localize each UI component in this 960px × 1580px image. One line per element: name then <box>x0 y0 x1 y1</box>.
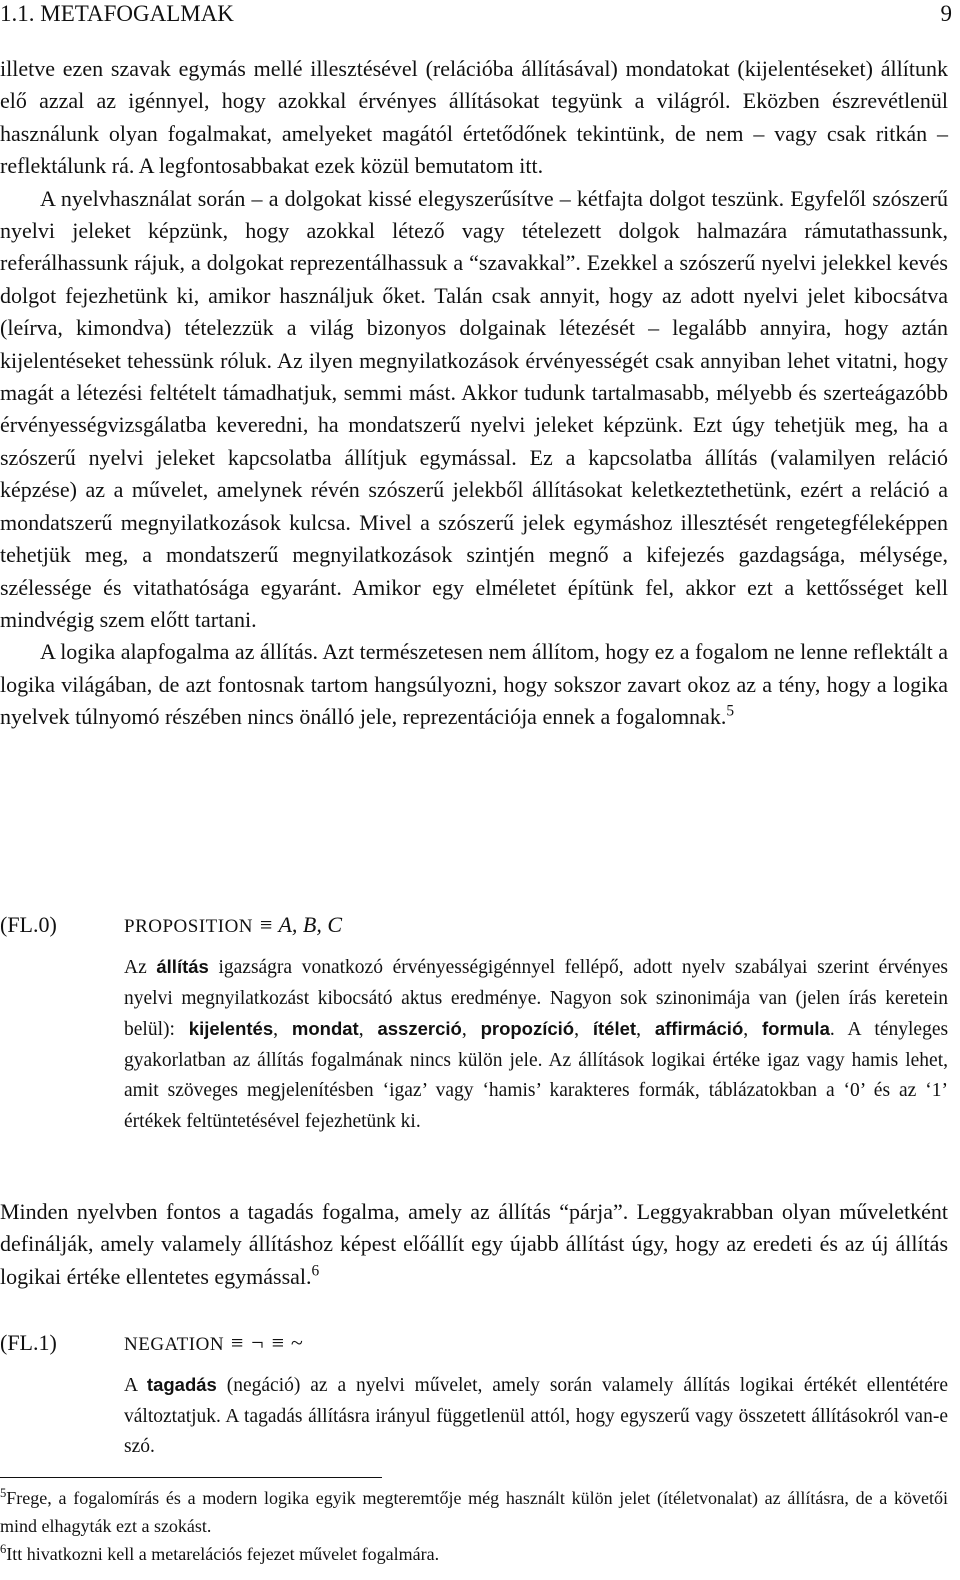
paragraph-4 <box>0 1196 948 1293</box>
separator: , <box>461 1019 481 1040</box>
footnote-text: Itt hivatkozni kell a metarelációs fejezet művelet fogalmára. <box>6 1544 440 1564</box>
term-tagadas: tagadás <box>146 1374 217 1395</box>
synonym-itelet: ítélet <box>592 1018 637 1039</box>
text-run: (negáció) az a nyelvi művelet, amely során valamely állítás logikai értékét ellentétére változtatjuk. A tagadás állításra irányul függetlenül attól, hogy egyszerű vagy összetett állításokról van-e szó. <box>124 1375 949 1457</box>
text-run: . A tényleges gyakorlatban az állítás fogalmának nincs külön jele. Az állítások logikai értéke igaz vagy hamis lehet, amit szöveges megjelenítésben ‘igaz’ vagy ‘hamis’ karakteres formák, táblázatokban a ‘0’ és az ‘1’ értékek feltüntetésével fejezhetünk ki. <box>124 1019 949 1132</box>
definition-heading <box>124 910 342 942</box>
text-run: A <box>124 1375 147 1396</box>
synonym-kijelentes: kijelentés <box>188 1018 274 1039</box>
definition-symbol: ≡ A, B, C <box>258 912 343 937</box>
synonym-formula: formula <box>762 1018 830 1039</box>
synonym-asszercio: asszerció <box>377 1018 462 1039</box>
definition-name: PROPOSITION <box>124 916 254 937</box>
definition-text <box>124 952 948 1137</box>
footnote-5 <box>0 1484 948 1540</box>
footnote-ref-6[interactable]: 6 <box>311 1262 320 1280</box>
separator: , <box>273 1019 292 1040</box>
definition-text <box>124 1370 948 1463</box>
text-run: Az <box>124 957 157 978</box>
paragraph-1: illetve ezen szavak egymás mellé illesztésével (relációba állításával) mondatokat (kijelentéseket) állítunk elő azzal az igénnyel, hogy azokkal érvényes állításokat tegyünk a világról. Eközben észrevétlenül használunk olyan fogalmakat, amelyeket magától értetődőnek tekintünk, de nem – vagy csak ritkán – reflektálunk rá. A legfontosabbakat ezek közül bemutatom itt. <box>0 56 948 179</box>
footnote-ref-5[interactable]: 5 <box>726 702 735 720</box>
term-allitas: állítás <box>156 956 209 977</box>
definition-heading <box>124 1328 303 1360</box>
page-number: 9 <box>940 1 952 26</box>
paragraph-2: A nyelvhasználat során – a dolgokat kissé elegyszerűsítve – kétfajta dolgot teszünk. Egyfelől szószerű nyelvi jeleket képzünk, hogy azokkal létező vagy tételezett dolgok halmazára rámutathassunk, referálhassunk rájuk, a dolgokat reprezentálhassuk a “szavakkal”. Ezekkel a szószerű nyelvi jelekkel kevés dolgot fejezhetünk ki, amikor használjuk őket. Talán csak annyit, hogy az adott nyelvi jelet kibocsátva (leírva, kimondva) tételezzük a világ bizonyos dolgainak létezését – legalább annyira, hogy aztán kijelentéseket tehessünk róluk. Az ilyen megnyilatkozások érvényességét csak annyiban lehet vitatni, hogy magát a létezési feltételt támadhatjuk, semmi mást. Akkor tudunk tartalmasabb, mélyebb és szerteágazóbb érvényességvizsgálatba keveredni, ha mondatszerű nyelvi jeleket képzünk. Ezt úgy tehetjük meg, ha a szószerű nyelvi jeleket kapcsolatba állítjuk egymással. Ez a kapcsolatba állítás (valamilyen reláció képzése) az a művelet, amelynek révén szószerű jelekből állításokat keletkeztethetünk, ezért a reláció a mondatszerű megnyilatkozások kulcsa. Mivel a szószerű jelek egymáshoz illesztését rengetegféleképpen tehetjük meg, a mondatszerű megnyilatkozások szintjén megnő a kifejezés gazdagsága, mélysége, szélessége és vitathatósága egyaránt. Amikor egy elméletet építünk fel, akkor ezt a kettősséget kell mindvégig szem előtt tartani. <box>0 185 948 632</box>
paragraph-3 <box>0 636 948 733</box>
footnote-divider <box>0 1477 382 1478</box>
separator: , <box>636 1019 655 1040</box>
footnote-6 <box>0 1540 948 1568</box>
footnote-text: Frege, a fogalomírás és a modern logika egyik megteremtője még használt külön jelet (ítéletvonalat) az állításra, de a követői mind elhagyták ezt a szokást. <box>0 1488 948 1536</box>
definition-label: (FL.1) <box>0 1330 57 1355</box>
main-text-block-2 <box>0 1196 948 1293</box>
footnote-number: 5 <box>0 1486 7 1500</box>
definition-body <box>124 952 948 1137</box>
definition-label: (FL.0) <box>0 912 57 937</box>
definition-symbol: ≡ ¬ ≡ ~ <box>229 1330 303 1355</box>
footnotes <box>0 1484 948 1568</box>
text-run: igazságra vonatkozó érvényességigénnyel fellépő, adott nyelv szabályai szerint érvényes nyelvi megnyilatkozást kibocsátó aktus eredménye. Nagyon sok szinonimája van (jelen írás keretein belül): <box>124 957 948 1040</box>
synonym-affirmacio: affirmáció <box>654 1018 744 1039</box>
definition-body <box>124 1370 948 1463</box>
definition-name: NEGATION <box>124 1334 225 1355</box>
running-header <box>0 0 952 28</box>
separator: , <box>574 1019 593 1040</box>
separator: , <box>743 1019 763 1040</box>
section-title: 1.1. METAFOGALMAK <box>0 1 234 26</box>
separator: , <box>358 1019 378 1040</box>
paragraph-4-text: Minden nyelvben fontos a tagadás fogalma, amely az állítás “párja”. Leggyakrabban olyan műveletként definálják, amely valamely állításhoz képest előállít egy újabb állítást úgy, hogy az eredeti és az új állítás logikai értéke ellentetes egymással. <box>0 1199 948 1289</box>
footnote-number: 6 <box>0 1542 7 1556</box>
synonym-propozicio: propozíció <box>480 1018 575 1039</box>
synonym-mondat: mondat <box>291 1018 359 1039</box>
main-text-block <box>0 53 948 734</box>
paragraph-3-text: A logika alapfogalma az állítás. Azt természetesen nem állítom, hogy ez a fogalom ne lenne reflektált a logika világában, de azt fontosnak tartom hangsúlyozni, hogy sokszor zavart okoz az a tény, hogy a logika nyelvek túlnyomó részében nincs önálló jele, reprezentációja ennek a fogalomnak. <box>0 639 948 730</box>
